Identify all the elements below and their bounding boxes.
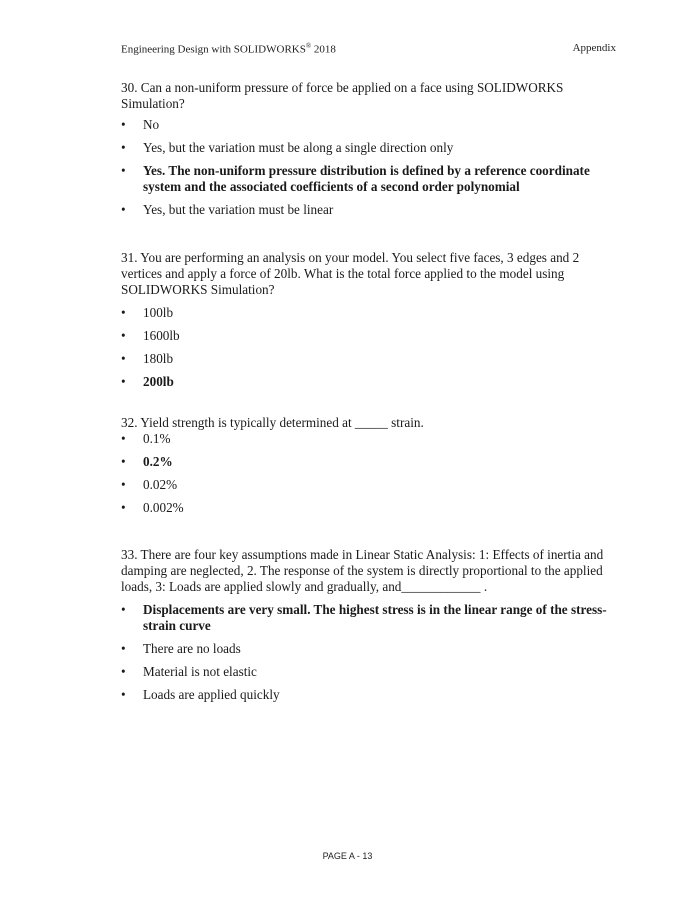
answer-option: • 0.1% [121, 431, 171, 446]
answer-option-correct: • 0.2% [121, 454, 173, 469]
answer-option: • There are no loads [121, 641, 241, 656]
bullet-icon: • [121, 687, 126, 702]
bullet-icon: • [121, 117, 126, 132]
answer-option: • Yes, but the variation must be linear [121, 202, 334, 217]
page-header [121, 42, 616, 56]
bullet-icon: • [121, 351, 126, 366]
registered-mark: ® [305, 42, 312, 50]
answer-option: • No [121, 117, 160, 132]
page-number: PAGE A - 13 [322, 851, 373, 861]
header-title: Engineering Design with SOLIDWORKS® 2018 [121, 42, 336, 56]
bullet-icon: • [121, 664, 126, 679]
question-33 [121, 547, 621, 703]
answer-option: • 180lb [121, 351, 174, 366]
answer-option-correct: • Displacements are very small. The highest stress is in the linear range of the stress-strain curve [121, 602, 607, 633]
answer-option: • 0.002% [121, 500, 184, 515]
question-text: 32. Yield strength is typically determined at _____ strain. [121, 415, 424, 430]
bullet-icon: • [121, 163, 126, 178]
answer-option: • Yes, but the variation must be along a single direction only [121, 140, 454, 155]
header-section: Appendix [572, 42, 616, 54]
question-text: 30. Can a non-uniform pressure of force be applied on a face using SOLIDWORKS Simulation? [121, 80, 564, 111]
answer-option: • Material is not elastic [121, 664, 257, 679]
question-31 [121, 250, 621, 390]
answer-option: • Loads are applied quickly [121, 687, 280, 702]
bullet-icon: • [121, 602, 126, 617]
question-text: 33. There are four key assumptions made in Linear Static Analysis: 1: Effects of inertia and damping are neglected, 2. The response of the system is directly proportional to the applied loads, 3: Loads are applied slowly and gradually, and____________ . [121, 547, 604, 594]
bullet-icon: • [121, 454, 126, 469]
answer-option-correct: • 200lb [121, 374, 174, 389]
answer-option: • 1600lb [121, 328, 180, 343]
bullet-icon: • [121, 140, 126, 155]
answer-option-correct: • Yes. The non-uniform pressure distribution is defined by a reference coordinate system and the associated coefficients of a second order polynomial [121, 163, 590, 194]
question-32 [121, 415, 621, 516]
bullet-icon: • [121, 305, 126, 320]
bullet-icon: • [121, 202, 126, 217]
answer-option: • 100lb [121, 305, 174, 320]
bullet-icon: • [121, 500, 126, 515]
bullet-icon: • [121, 328, 126, 343]
bullet-icon: • [121, 477, 126, 492]
bullet-icon: • [121, 641, 126, 656]
question-text: 31. You are performing an analysis on your model. You select five faces, 3 edges and 2 vertices and apply a force of 20lb. What is the total force applied to the model using SOLIDWORKS Simulation? [121, 250, 580, 297]
answer-option: • 0.02% [121, 477, 178, 492]
question-30 [121, 80, 621, 218]
bullet-icon: • [121, 431, 126, 446]
bullet-icon: • [121, 374, 126, 389]
